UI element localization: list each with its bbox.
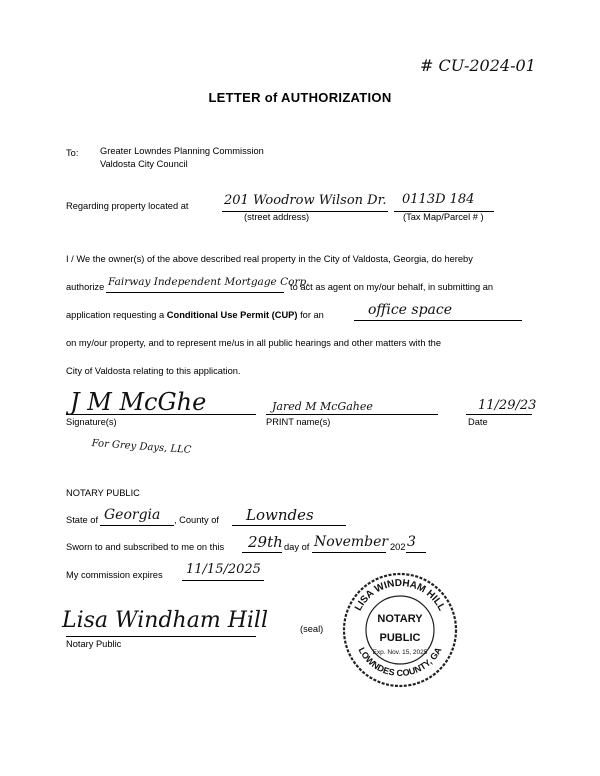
street-address-value: 201 Woodrow Wilson Dr. [224,193,387,208]
commission-value: 11/15/2025 [186,562,261,577]
to-label: To: [66,148,79,158]
seal-bottom-arc: LOWNDES COUNTY, GA [356,645,444,679]
notary-signature: Lisa Windham Hill [62,608,268,633]
print-name-caption: PRINT name(s) [266,417,331,427]
application-prefix: application requesting a [66,310,165,320]
day-line [242,552,282,553]
permit-type: Conditional Use Permit (CUP) [166,310,298,320]
day-of-label: day of [284,542,310,552]
parcel-caption: (Tax Map/Parcel # ) [403,212,484,222]
printed-name-value: Jared M McGahee [272,400,373,413]
date-line [466,414,532,415]
owner-signature: J M McGhe [70,388,207,416]
notary-heading: NOTARY PUBLIC [66,488,140,498]
commission-line [182,580,264,581]
agent-value: Fairway Independent Mortgage Corp. [108,276,310,288]
county-label: , County of [174,515,219,525]
date-caption: Date [468,417,488,427]
case-number: # CU-2024-01 [420,56,536,75]
year-value: 3 [407,534,416,550]
body-line-1: I / We the owner(s) of the above described real property in the City of Valdosta, Georgia, do hereby [66,254,473,264]
year-line [406,552,426,553]
sworn-label: Sworn to and subscribed to me on this [66,542,225,552]
use-value: office space [368,302,453,318]
seal-top-arc: LISA WINDHAM HILL [352,577,448,613]
body-line-5: City of Valdosta relating to this application. [66,366,241,376]
for-note: For Grey Days, LLC [91,438,192,456]
signature-caption: Signature(s) [66,417,117,427]
county-line [232,525,346,526]
month-line [312,552,386,553]
to-line-1: Greater Lowndes Planning Commission [100,146,264,156]
notary-seal [340,570,460,690]
seal-label: (seal) [300,624,324,634]
parcel-value: 0113D 184 [402,192,475,207]
authorize-label: authorize [66,282,105,292]
application-line [66,310,324,320]
print-name-line [266,414,438,415]
seal-line-1: NOTARY [377,613,423,625]
date-value: 11/29/23 [478,398,537,413]
commission-label: My commission expires [66,570,163,580]
body-line-4: on my/our property, and to represent me/us in all public hearings and other matters with the [66,338,441,348]
notary-signature-line [66,636,256,637]
state-value: Georgia [104,507,161,523]
year-prefix: 202 [390,542,406,552]
page-title: LETTER of AUTHORIZATION [208,90,392,105]
day-value: 29th [248,533,283,551]
state-line [100,525,174,526]
street-address-caption: (street address) [244,212,310,222]
month-value: November [314,534,389,550]
use-line [354,320,522,321]
agent-line [106,292,284,293]
signature-line [66,414,256,415]
seal-exp: Exp. Nov. 15, 2025 [372,649,428,656]
seal-line-2: PUBLIC [379,632,421,644]
county-value: Lowndes [246,506,314,524]
authorize-suffix: to act as agent on my/our behalf, in submitting an [290,282,494,292]
for-an-label: for an [300,310,324,320]
notary-caption: Notary Public [66,639,122,649]
state-label: State of [66,515,99,525]
to-line-2: Valdosta City Council [100,159,188,169]
regarding-label: Regarding property located at [66,201,189,211]
